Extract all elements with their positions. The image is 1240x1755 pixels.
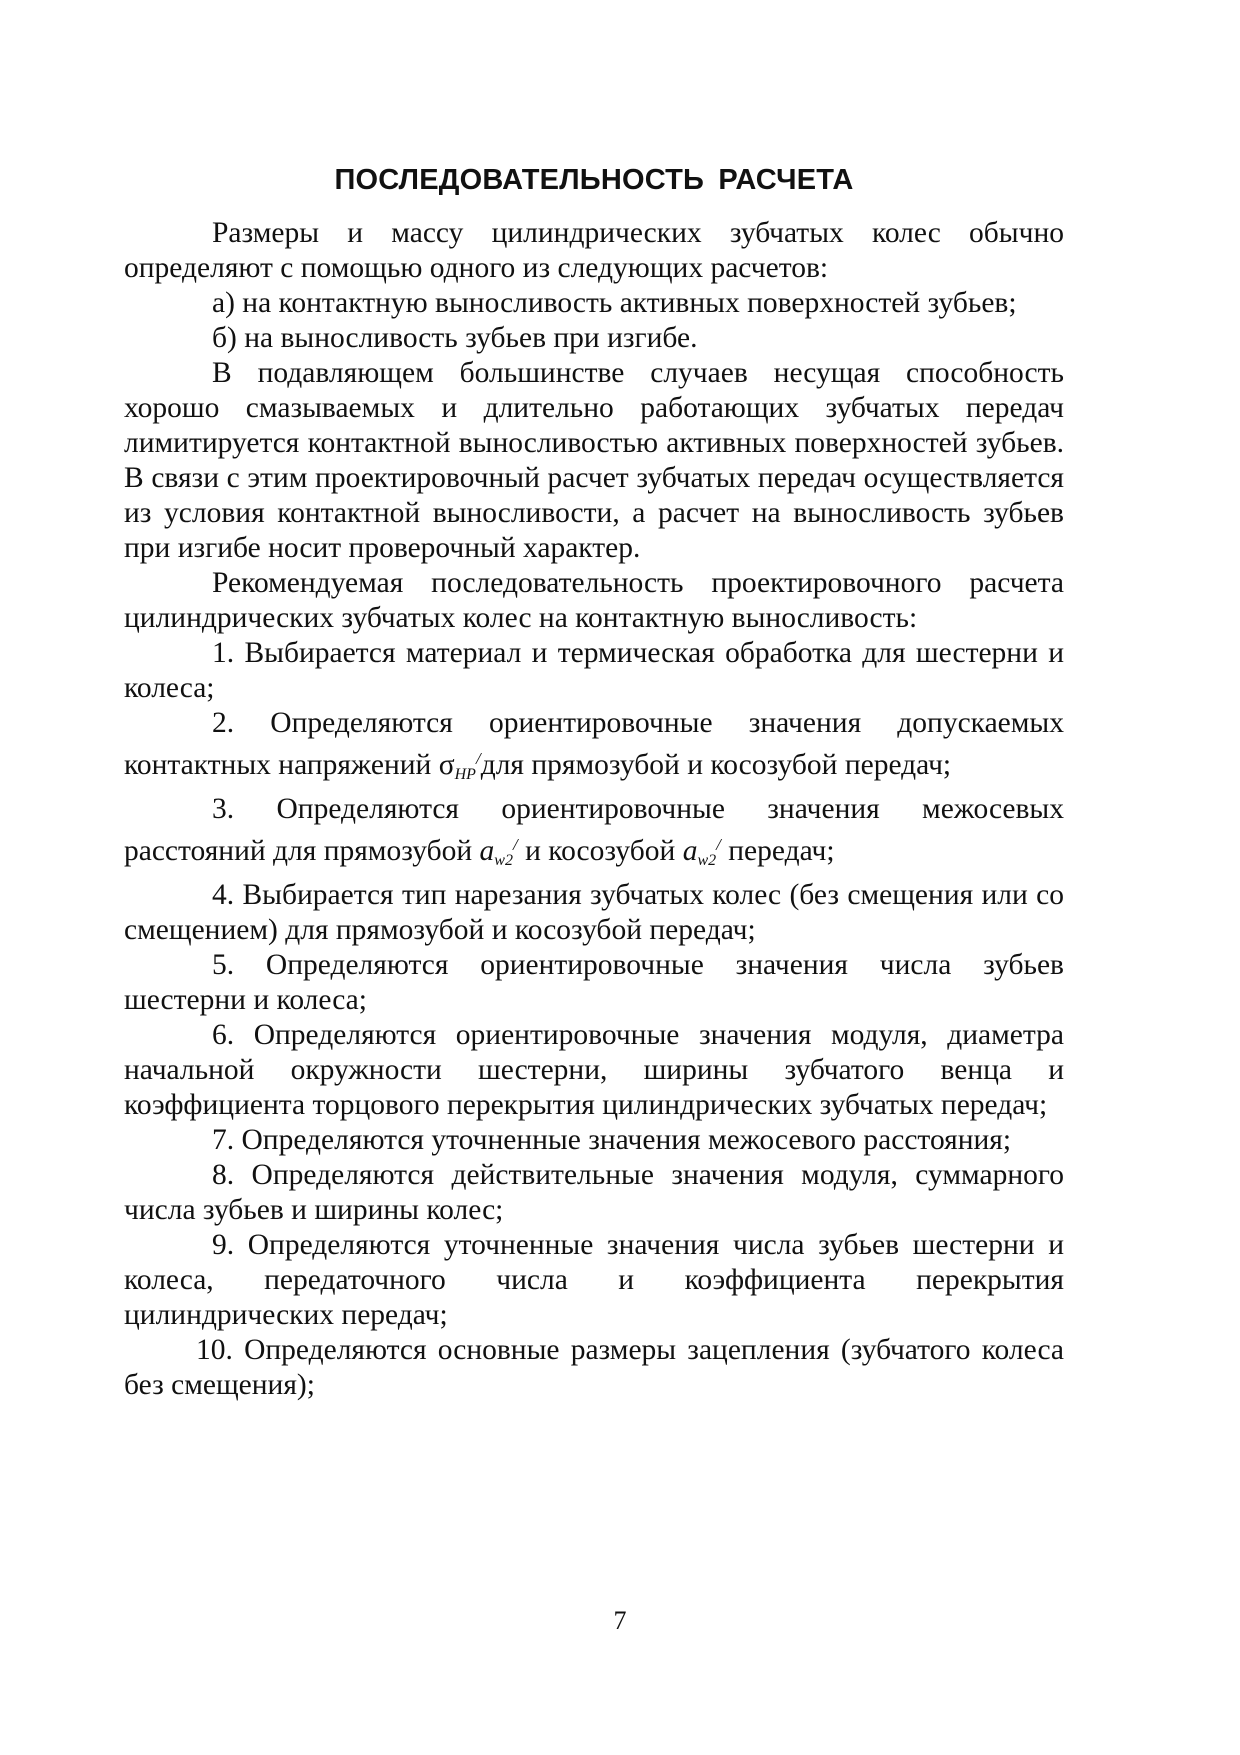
- intro-line-2: определяют с помощью одного из следующих расчетов:: [124, 252, 829, 284]
- step-3-text-start: 3. Определяются ориентировочные значения межосевых расстояний для прямозубой: [124, 793, 1064, 867]
- step-3-text-middle: и косозубой: [517, 835, 683, 867]
- step-7: 7. Определяются уточненные значения межосевого расстояния;: [212, 1124, 1012, 1156]
- step-6: 6. Определяются ориентировочные значения модуля, диаметра начальной окружности шестерни, ширины зубчатого венца и коэффициента торцового перекрытия цилиндрических зубчатых передач;: [124, 1019, 1064, 1121]
- aw2-symbol-helical: [683, 835, 721, 867]
- step-2: [124, 706, 1064, 792]
- intro-line-1: Размеры и массу цилиндрических зубчатых колес обычно: [212, 217, 1064, 249]
- aw2-subscript-helical: w2: [697, 852, 717, 869]
- aw2-subscript-spur: w2: [494, 852, 513, 869]
- aw2-letter-spur: a: [479, 835, 495, 867]
- step-9: 9. Определяются уточненные значения числа зубьев шестерни и колеса, передаточного числа и коэффициента перекрытия цилиндрических передач;: [124, 1229, 1064, 1331]
- sigma-prime: /: [475, 749, 481, 768]
- step-3: [124, 792, 1064, 878]
- aw2-prime-helical: /: [716, 835, 721, 854]
- list-item-a: а) на контактную выносливость активных поверхностей зубьев;: [212, 287, 1017, 319]
- step-5: 5. Определяются ориентировочные значения числа зубьев шестерни и колеса;: [124, 949, 1064, 1016]
- page-number: 7: [613, 1606, 627, 1635]
- list-item-b: б) на выносливость зубьев при изгибе.: [212, 322, 698, 354]
- page-title: ПОСЛЕДОВАТЕЛЬНОСТЬ РАСЧЕТА: [334, 164, 854, 196]
- sigma-letter: σ: [438, 749, 455, 781]
- aw2-prime-spur: /: [512, 835, 518, 854]
- step-3-text-end: передач;: [720, 835, 835, 867]
- sigma-hp-symbol: [439, 749, 481, 781]
- step-1: 1. Выбирается материал и термическая обработка для шестерни и колеса;: [124, 637, 1064, 704]
- sigma-subscript: HP: [454, 766, 476, 783]
- step-4: 4. Выбирается тип нарезания зубчатых колес (без смещения или со смещением) для прямозубой и косозубой передач;: [124, 879, 1064, 946]
- aw2-letter-helical: a: [682, 835, 698, 867]
- aw2-symbol-spur: [480, 835, 518, 867]
- step-2-text-start: 2. Определяются ориентировочные значения допускаемых контактных напряжений: [124, 707, 1064, 781]
- step-10: 10. Определяются основные размеры зацепления (зубчатого колеса без смещения);: [124, 1334, 1064, 1401]
- paragraph-recommended-sequence: Рекомендуемая последовательность проектировочного расчета цилиндрических зубчатых колес на контактную выносливость:: [124, 567, 1064, 634]
- step-8: 8. Определяются действительные значения модуля, суммарного числа зубьев и ширины колес;: [124, 1159, 1064, 1226]
- document-body: [124, 216, 1064, 1403]
- paragraph-contact-endurance: В подавляющем большинстве случаев несущая способность хорошо смазываемых и длительно работающих зубчатых передач лимитируется контактной выносливостью активных поверхностей зубьев. В связи с этим проектировочный расчет зубчатых передач осуществляется из условия контактной выносливости, а расчет на выносливость зубьев при изгибе носит проверочный характер.: [124, 357, 1064, 564]
- document-page: [124, 160, 1064, 1403]
- step-2-text-end: для прямозубой и косозубой передач;: [480, 749, 952, 781]
